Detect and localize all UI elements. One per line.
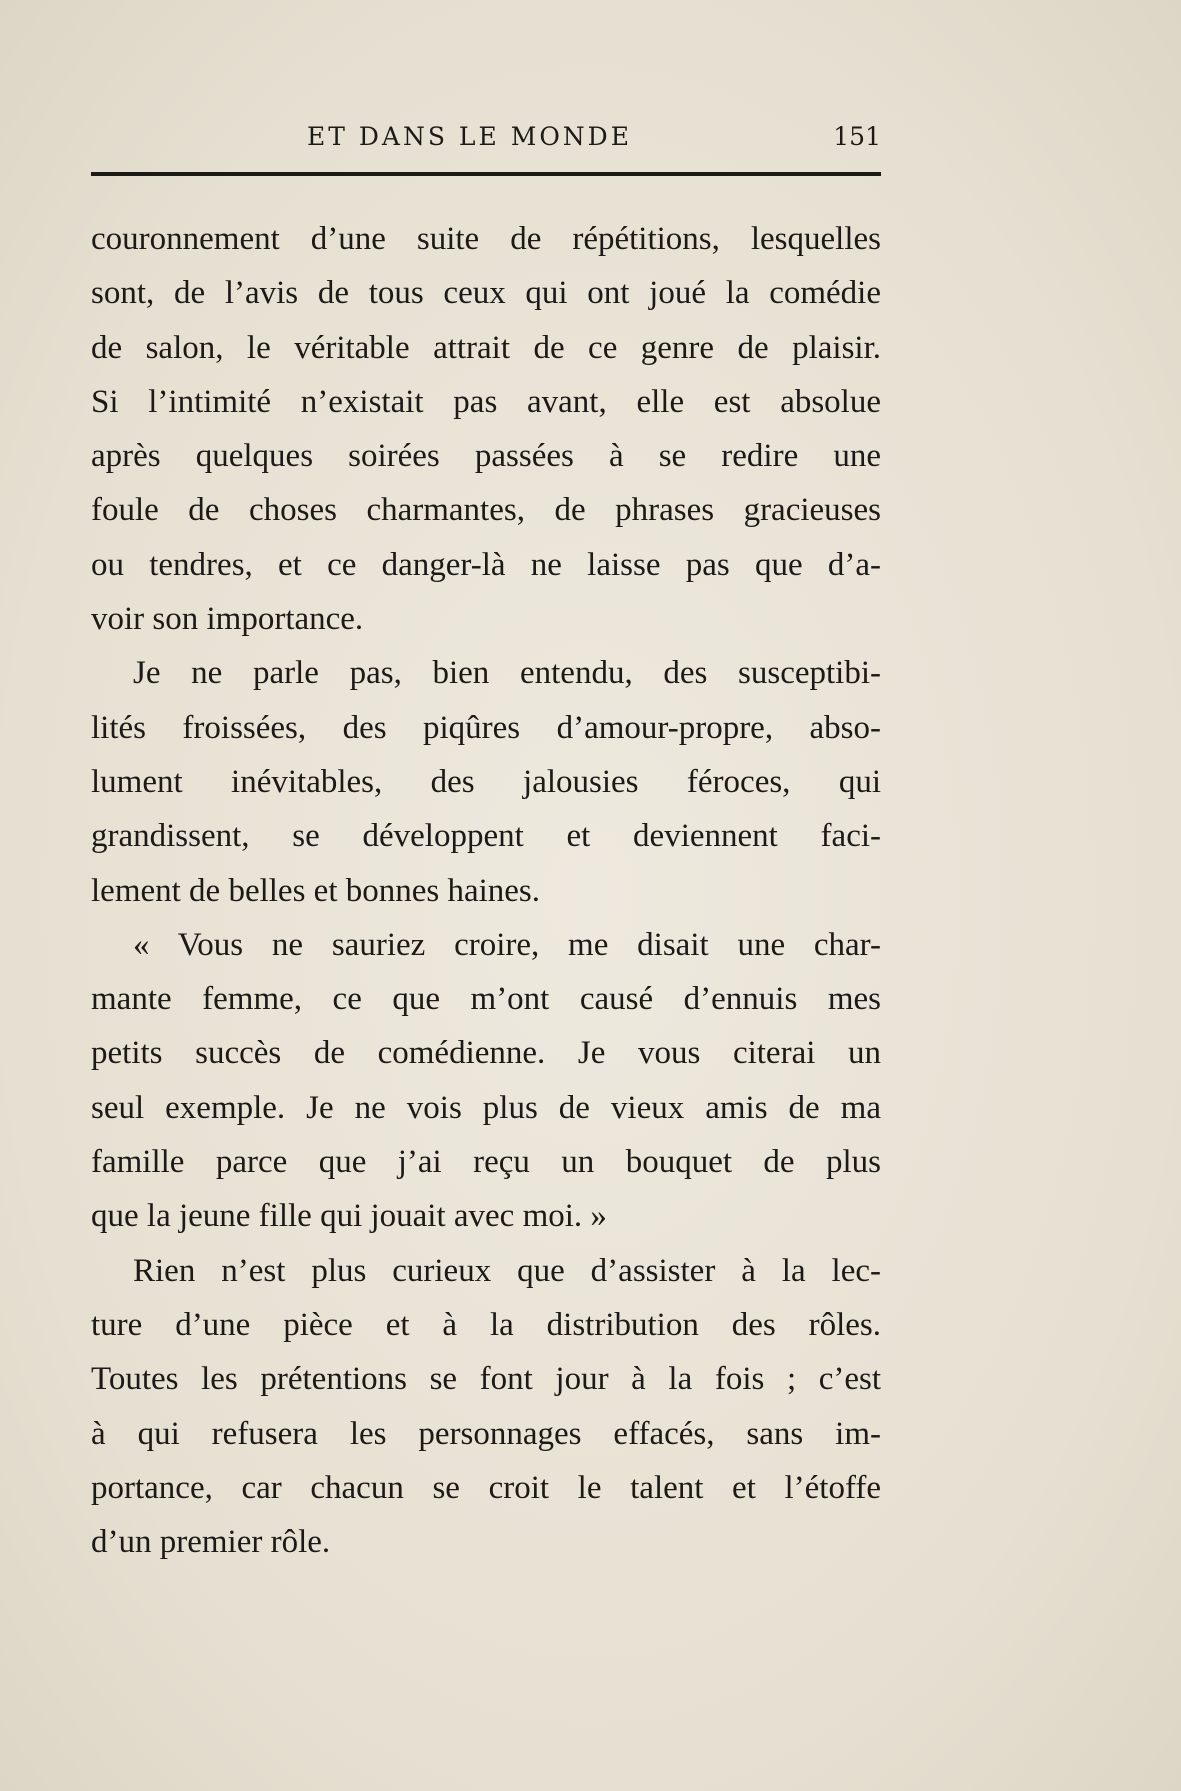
text-line: d’un premier rôle. xyxy=(91,1524,331,1561)
paragraph xyxy=(91,212,881,646)
text-line: couronnement d’une suite de répétitions, lesquelles xyxy=(91,221,881,257)
page-body xyxy=(91,212,881,1569)
text-line: mante femme, ce que m’ont causé d’ennuis mes xyxy=(91,981,881,1018)
text-line: ou tendres, et ce danger-là ne laisse pas que d’a- xyxy=(91,546,881,583)
paragraph xyxy=(91,918,881,1244)
running-title: ET DANS LE MONDE xyxy=(307,122,632,151)
text-line: famille parce que j’ai reçu un bouquet de plus xyxy=(91,1144,881,1181)
page-number: 151 xyxy=(833,122,881,151)
text-line: à qui refusera les personnages effacés, sans im- xyxy=(91,1415,881,1452)
text-line: foule de choses charmantes, de phrases gracieuses xyxy=(91,492,881,529)
page-header xyxy=(91,118,881,158)
text-line: Toutes les prétentions se font jour à la fois ; c’est xyxy=(91,1361,881,1398)
text-line: que la jeune fille qui jouait avec moi. » xyxy=(91,1198,607,1235)
text-line: voir son importance. xyxy=(91,601,364,638)
text-line: ture d’une pièce et à la distribution des rôles. xyxy=(91,1306,881,1343)
text-line: de salon, le véritable attrait de ce genre de plaisir. xyxy=(91,329,881,366)
text-line: seul exemple. Je ne vois plus de vieux amis de ma xyxy=(91,1089,881,1126)
paragraph xyxy=(91,1244,881,1570)
text-line: Je ne parle pas, bien entendu, des susceptibi- xyxy=(133,655,881,692)
text-line: lument inévitables, des jalousies féroces, qui xyxy=(91,763,881,800)
text-line: Rien n’est plus curieux que d’assister à la lec- xyxy=(133,1252,881,1289)
header-rule xyxy=(91,172,881,176)
text-line: « Vous ne sauriez croire, me disait une char- xyxy=(133,926,881,963)
text-line: lités froissées, des piqûres d’amour-propre, abso- xyxy=(91,709,881,746)
text-line: petits succès de comédienne. Je vous citerai un xyxy=(91,1035,881,1072)
text-line: portance, car chacun se croit le talent et l’étoffe xyxy=(91,1469,881,1506)
text-line: lement de belles et bonnes haines. xyxy=(91,872,541,909)
paragraph xyxy=(91,646,881,917)
text-line: grandissent, se développent et deviennent faci- xyxy=(91,818,881,855)
text-line: Si l’intimité n’existait pas avant, elle est absolue xyxy=(91,383,881,420)
text-line: sont, de l’avis de tous ceux qui ont joué la comédie xyxy=(91,275,881,312)
text-line: après quelques soirées passées à se redire une xyxy=(91,438,881,475)
